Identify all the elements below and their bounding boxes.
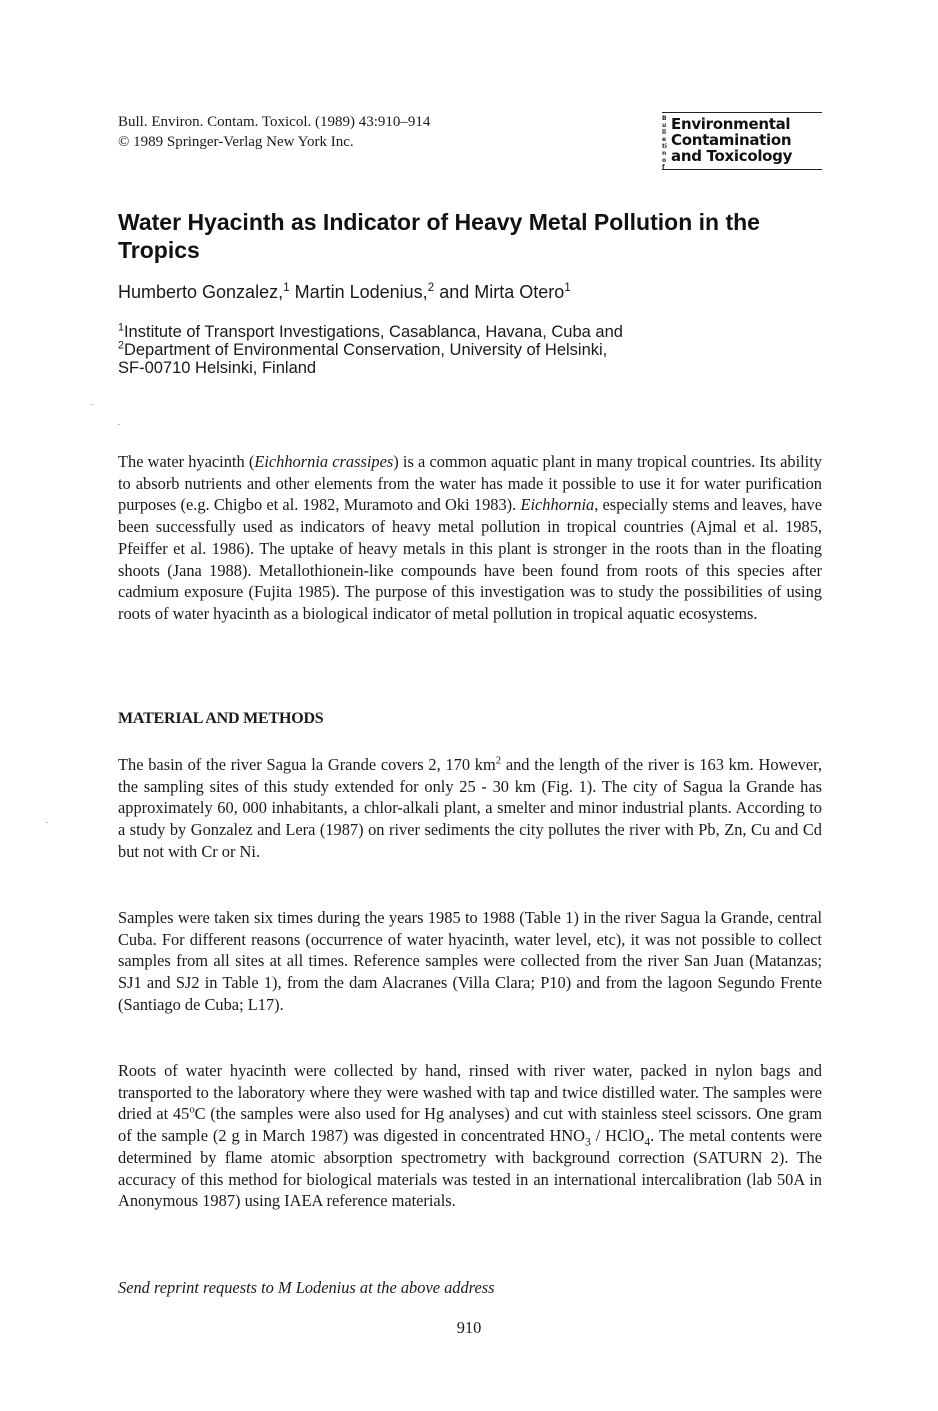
affiliation-line-2: Department of Environmental Conservation, University of Helsinki,: [123, 341, 608, 359]
page-number: 910: [456, 1318, 482, 1337]
reprint-note: Send reprint requests to M Lodenius at the above address: [118, 1278, 495, 1297]
author-1-affil: 1: [283, 281, 290, 294]
journal-logo-line-3: and Toxicology: [671, 147, 793, 165]
methods-paragraph-1: The basin of the river Sagua la Grande covers 2, 170 $km^2$ and the length of the river is 163 km. However, the sampling sites of this study extended for only 25 - 30 km (Fig. 1). The city of Sagua la Grande has approximately 60, 000 inhabitants, a chlor-alkali plant, a smelter and minor industrial plants. According to a study by Gonzalez and Lera (1987) on river sediments the city pollutes the river with Pb, Zn, Cu and Cd but not with Cr or Ni.: [118, 755, 822, 861]
methods-paragraph-3: Roots of water hyacinth were collected by hand, rinsed with river water, packed in nylon bags and transported to the laboratory where they were washed with tap and twice distilled water. The samples were dried at 45$^o$C (the samples were also used for Hg analyses) and cut with stainless steel scissors. One gram of the sample (2 g in March 1987) was digested in concentrated $HNO_3$ / HClO$_4$. The metal contents were determined by flame atomic absorption spectrometry with background correction (SATURN 2). The accuracy of this method for biological materials was tested in an international intercalibration (lab 50A in Anonymous 1987) using IAEA reference materials.: [118, 1061, 822, 1211]
species-name: Eichhornia crassipes: [254, 452, 394, 471]
author-2-affil: 2: [427, 281, 435, 294]
journal-logo-line-2: Contamination: [671, 131, 792, 149]
journal-logo-side-text: Bulletin of: [662, 115, 667, 171]
author-2: Martin Lodenius,: [289, 282, 428, 302]
citation-line-1: Bull. Environ. Contam. Toxicol. (1989) 43:910–914: [118, 114, 431, 130]
citation: [118, 112, 430, 152]
journal-logo-line-1: Environmental: [671, 115, 791, 133]
scan-speck: [91, 404, 93, 405]
author-3-affil: 1: [564, 281, 571, 294]
affiliation-1-marker: 1: [118, 321, 124, 334]
scan-speck: [46, 822, 48, 823]
author-list: [118, 281, 571, 303]
affiliation-line-3: SF-00710 Helsinki, Finland: [118, 359, 317, 377]
intro-paragraph: The water hyacinth (Eichhornia crassipes) is a common aquatic plant in many tropical countries. Its ability to absorb nutrients and other elements from the water has made it possible to use it for water purification purposes (e.g. Chigbo et al. 1982, Muramoto and Oki 1983). Eichhornia, especially stems and leaves, have been successfully used as indicators of heavy metal pollution in tropical countries (Ajmal et al. 1985, Pfeiffer et al. 1986). The uptake of heavy metals in this plant is stronger in the roots than in the floating shoots (Jana 1988). Metallothionein-like compounds have been found from roots of this species after cadmium exposure (Fujita 1985). The purpose of this investigation was to study the possibilities of using roots of water hyacinth as a biological indicator of metal pollution in tropical aquatic ecosystems.: [118, 452, 823, 623]
affiliations: [118, 323, 623, 377]
genus-name: Eichhornia: [520, 495, 595, 515]
author-3: and Mirta Otero: [434, 282, 565, 302]
article-title: Water Hyacinth as Indicator of Heavy Metal Pollution in the Tropics: [118, 209, 760, 263]
author-1: Humberto Gonzalez,: [118, 282, 284, 302]
scan-speck: [118, 424, 120, 425]
citation-line-2: © 1989 Springer-Verlag New York Inc.: [118, 134, 354, 150]
affiliation-2-marker: 2: [118, 339, 124, 352]
affiliation-line-1: Institute of Transport Investigations, Casablanca, Havana, Cuba and: [123, 323, 623, 341]
section-heading: MATERIAL AND METHODS: [118, 710, 324, 727]
methods-paragraph-2: Samples were taken six times during the years 1985 to 1988 (Table 1) in the river Sagua la Grande, central Cuba. For different reasons (occurrence of water hyacinth, water level, etc), it was not possible to collect samples from all sites at all times. Reference samples were collected from the river San Juan (Matanzas; SJ1 and SJ2 in Table 1), from the dam Alacranes (Villa Clara; P10) and from the lagoon Segundo Frente (Santiago de Cuba; L17).: [118, 908, 822, 1014]
journal-logo: [662, 112, 822, 170]
